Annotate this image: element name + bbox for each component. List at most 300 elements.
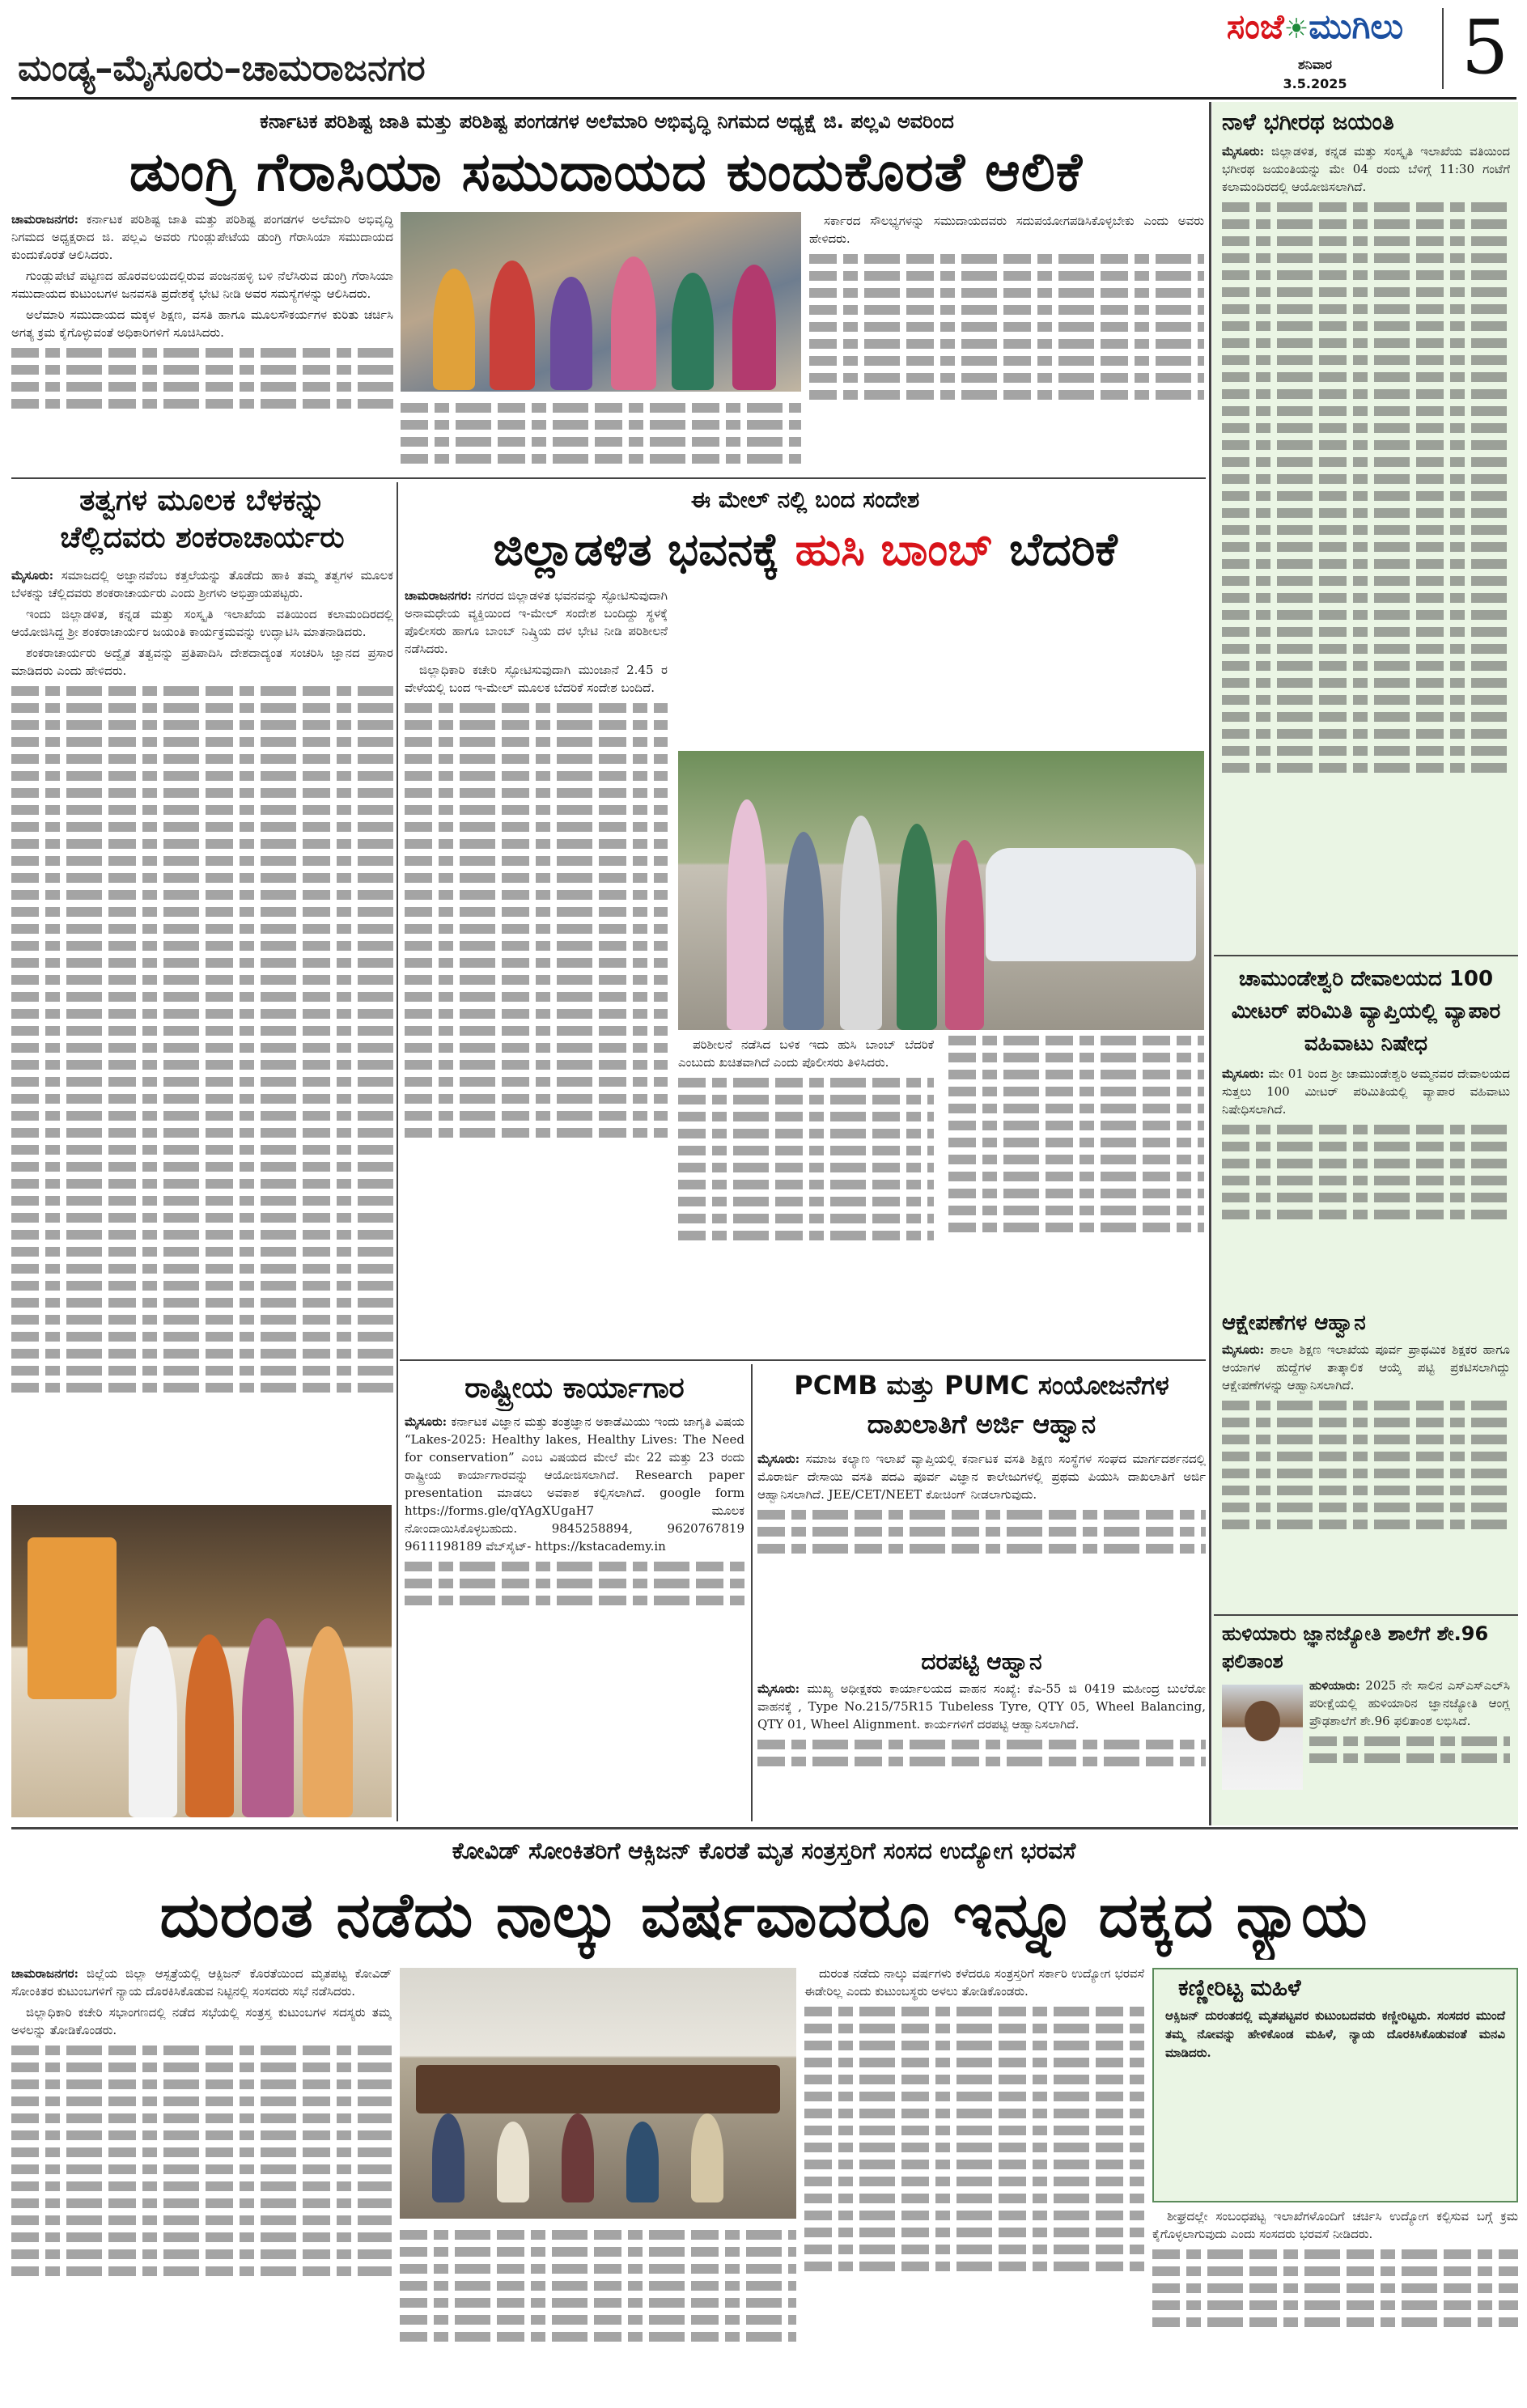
text-filler xyxy=(1222,1193,1510,1202)
story5-headline-line1: PCMB ಮತ್ತು PUMC ಸಂಯೋಜನೆಗಳ xyxy=(794,1370,1169,1401)
text-filler xyxy=(11,822,393,832)
story6-photo-caption-area xyxy=(400,2224,796,2402)
text-filler xyxy=(405,1043,668,1053)
text-filler xyxy=(1222,423,1510,433)
text-filler xyxy=(1222,236,1510,246)
text-filler xyxy=(1152,2300,1518,2310)
text-filler xyxy=(11,1179,393,1189)
story4-dateline: ಮೈಸೂರು: xyxy=(405,1414,447,1429)
text-filler xyxy=(1222,474,1510,484)
text-filler xyxy=(1222,593,1510,603)
text-filler xyxy=(804,2194,1144,2203)
story1-headline: ಡುಂಗ್ರಿ ಗೆರಾಸಿಯಾ ಸಮುದಾಯದ ಕುಂದುಕೊರತೆ ಆಲಿಕೆ xyxy=(129,141,1084,203)
story6-column3 xyxy=(804,1965,1144,2402)
text-filler xyxy=(400,2298,796,2308)
text-filler xyxy=(11,703,393,713)
text-filler xyxy=(400,2315,796,2325)
text-filler xyxy=(11,1162,393,1172)
text-filler xyxy=(1222,1159,1510,1168)
text-filler xyxy=(678,1180,934,1189)
text-filler xyxy=(405,992,668,1002)
text-filler xyxy=(1222,1142,1510,1151)
text-filler xyxy=(678,1112,934,1121)
text-filler xyxy=(401,437,801,447)
text-filler xyxy=(405,805,668,815)
sidebar-story2 xyxy=(1222,963,1510,1303)
text-filler xyxy=(11,686,393,696)
text-filler xyxy=(1309,1736,1510,1746)
issue-date: 3.5.2025 xyxy=(1283,76,1347,91)
text-filler xyxy=(757,1757,1206,1766)
text-filler xyxy=(1222,610,1510,620)
text-filler xyxy=(1222,219,1510,229)
text-filler xyxy=(405,907,668,917)
text-filler xyxy=(757,1740,1206,1749)
text-filler xyxy=(804,2007,1144,2016)
text-filler xyxy=(405,839,668,849)
text-filler xyxy=(405,924,668,934)
text-filler xyxy=(405,822,668,832)
sidebar-story1 xyxy=(1222,108,1510,950)
text-filler xyxy=(11,754,393,764)
story6-box-title: ಕಣ್ಣೀರಿಟ್ಟ ಮಹಿಳೆ xyxy=(1178,1974,1301,2001)
text-filler xyxy=(1222,576,1510,586)
text-filler xyxy=(405,1128,668,1138)
text-filler xyxy=(1222,542,1510,552)
text-filler xyxy=(11,1383,393,1393)
text-filler xyxy=(1222,1469,1510,1478)
text-filler xyxy=(405,1094,668,1104)
story3-headline xyxy=(405,518,1206,583)
section-title: ಮಂಡ್ಯ–ಮೈಸೂರು–ಚಾಮರಾಜನಗರ xyxy=(18,48,426,89)
brand-logo xyxy=(1198,6,1432,55)
text-filler xyxy=(405,1111,668,1121)
story3-photo xyxy=(678,751,1204,1030)
text-filler xyxy=(11,2232,392,2242)
text-filler xyxy=(11,1315,393,1325)
brand-part2: ಮುಗಿಲು xyxy=(1309,6,1404,46)
text-filler xyxy=(11,805,393,815)
text-filler xyxy=(757,1510,1206,1520)
text-filler xyxy=(1222,389,1510,399)
masthead-divider xyxy=(1442,8,1444,89)
story2-headline-line1: ತತ್ವಗಳ ಮೂಲಕ ಬೆಳಕನ್ನು xyxy=(79,484,325,517)
sidebar-story2-dateline: ಮೈಸೂರು: xyxy=(1222,1066,1265,1081)
text-filler xyxy=(1222,491,1510,501)
text-filler xyxy=(804,2160,1144,2169)
text-filler xyxy=(1222,1503,1510,1512)
text-filler xyxy=(11,924,393,934)
text-filler xyxy=(11,1298,393,1308)
story5-subhead: ದರಪಟ್ಟಿ ಆಹ್ವಾನ xyxy=(921,1648,1042,1675)
text-filler xyxy=(1222,457,1510,467)
text-filler xyxy=(11,2198,392,2208)
story6-paragraph3: ದುರಂತ ನಡೆದು ನಾಲ್ಕು ವರ್ಷಗಳು ಕಳೆದರೂ ಸಂತ್ರಸ್ತರಿಗೆ ಸರ್ಕಾರಿ ಉದ್ಯೋಗ ಭರವಸೆ ಈಡೇರಿಲ್ಲ ಎಂದು ಕುಟುಂಬಸ್ಥರು ಅಳಲು ತೋಡಿಕೊಂಡರು. xyxy=(804,1966,1144,1999)
sidebar-story3-text: ಶಾಲಾ ಶಿಕ್ಷಣ ಇಲಾಖೆಯ ಪೂರ್ವ ಪ್ರಾಥಮಿಕ ಶಿಕ್ಷಕರ ಹಾಗೂ ಆಯಾಗಳ ಹುದ್ದೆಗಳ ತಾತ್ಕಾಲಿಕ ಆಯ್ಕೆ ಪಟ್ಟಿ ಪ್ರಕಟಿಸಲಾಗಿದ್ದು ಆಕ್ಷೇಪಣೆಗಳನ್ನು ಆಹ್ವಾನಿಸಲಾಗಿದೆ. xyxy=(1222,1342,1510,1393)
text-filler xyxy=(11,1094,393,1104)
text-filler xyxy=(11,941,393,951)
text-filler xyxy=(804,2041,1144,2050)
text-filler xyxy=(1222,355,1510,365)
text-filler xyxy=(405,856,668,866)
text-filler xyxy=(11,1366,393,1376)
sidebar-story3-dateline: ಮೈಸೂರು: xyxy=(1222,1342,1265,1357)
text-filler xyxy=(678,1214,934,1223)
text-filler xyxy=(1222,1125,1510,1134)
text-filler xyxy=(948,1189,1204,1198)
text-filler xyxy=(405,1596,744,1605)
text-filler xyxy=(1222,372,1510,382)
text-filler xyxy=(1222,321,1510,331)
student-photo xyxy=(1222,1685,1303,1790)
text-filler xyxy=(11,2164,392,2174)
story6-paragraph1: ಜಿಲ್ಲೆಯ ಜಿಲ್ಲಾ ಆಸ್ಪತ್ರೆಯಲ್ಲಿ ಆಕ್ಸಿಜನ್ ಕೊರತೆಯಿಂದ ಮೃತಪಟ್ಟ ಕೋವಿಡ್ ಸೋಂಕಿತರ ಕುಟುಂಬಗಳಿಗೆ ನ್ಯಾಯ ದೊರಕಿಸಿಕೊಡುವ ನಿಟ್ಟಿನಲ್ಲಿ ಸಂಸದರು ಸಭೆ ನಡೆಸಿದರು. xyxy=(11,1966,392,1999)
story3-paragraph1: ನಗರದ ಜಿಲ್ಲಾಡಳಿತ ಭವನವನ್ನು ಸ್ಫೋಟಿಸುವುದಾಗಿ ಅನಾಮಧೇಯ ವ್ಯಕ್ತಿಯಿಂದ ಇ-ಮೇಲ್ ಸಂದೇಶ ಬಂದಿದ್ದು ಸ್ಥಳಕ್ಕೆ ಪೊಲೀಸರು ಹಾಗೂ ಬಾಂಬ್ ನಿಷ್ಕ್ರಿಯ ದಳ ಭೇಟಿ ನೀಡಿ ಪರಿಶೀಲನೆ ನಡೆಸಿದರು. xyxy=(405,588,668,656)
sidebar-story4 xyxy=(1222,1620,1510,1822)
story4-headline: ರಾಷ್ಟ್ರೀಯ ಕಾರ್ಯಾಗಾರ xyxy=(464,1371,685,1405)
brand-part1: ಸಂಜೆ xyxy=(1226,6,1284,46)
story4-divider xyxy=(751,1364,753,1821)
text-filler xyxy=(1222,695,1510,705)
text-filler xyxy=(678,1231,934,1240)
text-filler xyxy=(1222,1435,1510,1444)
text-filler xyxy=(1222,525,1510,535)
sidebar-story4-body xyxy=(1309,1677,1510,1822)
text-filler xyxy=(1222,746,1510,756)
text-filler xyxy=(809,271,1204,281)
text-filler xyxy=(804,2075,1144,2084)
text-filler xyxy=(1222,202,1510,212)
page-number: 5 xyxy=(1461,4,1509,91)
text-filler xyxy=(11,2096,392,2106)
text-filler xyxy=(1222,1210,1510,1219)
text-filler xyxy=(804,2262,1144,2271)
text-filler xyxy=(1222,559,1510,569)
story5-dateline: ಮೈಸೂರು: xyxy=(757,1452,800,1466)
text-filler xyxy=(11,2181,392,2191)
text-filler xyxy=(1222,508,1510,518)
text-filler xyxy=(948,1121,1204,1130)
story1-paragraph4: ಸರ್ಕಾರದ ಸೌಲಭ್ಯಗಳನ್ನು ಸಮುದಾಯದವರು ಸದುಪಯೋಗಪಡಿಸಿಕೊಳ್ಳಬೇಕು ಎಂದು ಅವರು ಹೇಳಿದರು. xyxy=(809,214,1204,246)
text-filler xyxy=(405,720,668,730)
sidebar-rule1 xyxy=(1214,955,1518,956)
text-filler xyxy=(804,2228,1144,2237)
text-filler xyxy=(11,1128,393,1138)
text-filler xyxy=(1152,2249,1518,2259)
sidebar-story1-dateline: ಮೈಸೂರು: xyxy=(1222,144,1265,159)
text-filler xyxy=(405,890,668,900)
story5-body xyxy=(757,1450,1206,1644)
text-filler xyxy=(11,2249,392,2259)
text-filler xyxy=(948,1087,1204,1096)
story2-dateline: ಮೈಸೂರು: xyxy=(11,568,54,583)
story3-paragraph3: ಪರಿಶೀಲನೆ ನಡೆಸಿದ ಬಳಿಕ ಇದು ಹುಸಿ ಬಾಂಬ್ ಬೆದರಿಕೆ ಎಂಬುದು ಖಚಿತವಾಗಿದೆ ಎಂದು ಪೊಲೀಸರು ತಿಳಿಸಿದರು. xyxy=(678,1037,934,1070)
text-filler xyxy=(11,399,393,409)
story3-paragraph2: ಜಿಲ್ಲಾಧಿಕಾರಿ ಕಚೇರಿ ಸ್ಫೋಟಿಸುವುದಾಗಿ ಮುಂಜಾನೆ 2.45 ರ ವೇಳೆಯಲ್ಲಿ ಬಂದ ಇ-ಮೇಲ್ ಮೂಲಕ ಬೆದರಿಕೆ ಸಂದೇಶ ಬಂದಿದೆ. xyxy=(405,663,668,695)
sidebar-story4-text: 2025 ನೇ ಸಾಲಿನ ಎಸ್ಎಸ್ಎಲ್‌ಸಿ ಪರೀಕ್ಷೆಯಲ್ಲಿ ಹುಳಿಯಾರಿನ ಜ್ಞಾನಜ್ಯೋತಿ ಆಂಗ್ಲ ಪ್ರೌಢಶಾಲೆಗೆ ಶೇ.96 ಫಲಿತಾಂಶ ಲಭಿಸಿದೆ. xyxy=(1309,1678,1510,1728)
text-filler xyxy=(678,1197,934,1206)
text-filler xyxy=(1222,440,1510,450)
story6-kicker: ಕೋವಿಡ್ ಸೋಂಕಿತರಿಗೆ ಆಕ್ಸಿಜನ್ ಕೊರತೆ ಮೃತ ಸಂತ್ರಸ್ತರಿಗೆ ಸಂಸದ ಉದ್ಯೋಗ ಭರವಸೆ xyxy=(452,1838,1076,1864)
text-filler xyxy=(11,992,393,1002)
text-filler xyxy=(678,1129,934,1138)
text-filler xyxy=(405,771,668,781)
story4-body xyxy=(405,1413,744,1821)
text-filler xyxy=(804,2143,1144,2152)
text-filler xyxy=(757,1544,1206,1554)
text-filler xyxy=(1222,287,1510,297)
text-filler xyxy=(1222,253,1510,263)
text-filler xyxy=(678,1146,934,1155)
text-filler xyxy=(405,873,668,883)
text-filler xyxy=(1222,627,1510,637)
story5-sub-dateline: ಮೈಸೂರು: xyxy=(757,1681,800,1696)
story6-paragraph2: ಜಿಲ್ಲಾಧಿಕಾರಿ ಕಚೇರಿ ಸಭಾಂಗಣದಲ್ಲಿ ನಡೆದ ಸಭೆಯಲ್ಲಿ ಸಂತ್ರಸ್ತ ಕುಟುಂಬಗಳ ಸದಸ್ಯರು ತಮ್ಮ ಅಳಲನ್ನು ತೋಡಿಕೊಂಡರು. xyxy=(11,2005,392,2037)
text-filler xyxy=(11,890,393,900)
text-filler xyxy=(948,1206,1204,1215)
story3-bottom-rule xyxy=(400,1359,1206,1361)
text-filler xyxy=(809,305,1204,315)
text-filler xyxy=(11,1111,393,1121)
text-filler xyxy=(405,754,668,764)
text-filler xyxy=(1222,1452,1510,1461)
sidebar-story3-title: ಆಕ್ಷೇಪಣೆಗಳ ಆಹ್ವಾನ xyxy=(1222,1311,1366,1335)
text-filler xyxy=(11,2266,392,2276)
text-filler xyxy=(11,2046,392,2055)
story6-headline: ದುರಂತ ನಡೆದು ನಾಲ್ಕು ವರ್ಷವಾದರೂ ಇನ್ನೂ ದಕ್ಕದ ನ್ಯಾಯ xyxy=(159,1879,1368,1951)
text-filler xyxy=(11,856,393,866)
text-filler xyxy=(400,2281,796,2291)
story1-bottom-rule xyxy=(11,477,1206,479)
sidebar-story3 xyxy=(1222,1311,1510,1643)
text-filler xyxy=(11,788,393,798)
text-filler xyxy=(405,958,668,968)
masthead-rule xyxy=(11,97,1516,100)
story1-paragraph1: ಕರ್ನಾಟಕ ಪರಿಶಿಷ್ಟ ಜಾತಿ ಮತ್ತು ಪರಿಶಿಷ್ಟ ಪಂಗಡಗಳ ಅಲೆಮಾರಿ ಅಭಿವೃದ್ಧಿ ನಿಗಮದ ಅಧ್ಯಕ್ಷರಾದ ಜಿ. ಪಲ್ಲವಿ ಅವರು ಗುಂಡ್ಲುಪೇಟೆಯ ಡುಂಗ್ರಿ ಗೆರಾಸಿಯಾ ಸಮುದಾಯದ ಕುಂದುಕೊರತೆ ಆಲಿಸಿದರು. xyxy=(11,212,393,262)
text-filler xyxy=(948,1223,1204,1232)
text-filler xyxy=(678,1078,934,1087)
text-filler xyxy=(1152,2283,1518,2293)
text-filler xyxy=(11,907,393,917)
sidebar-story2-text: ಮೇ 01 ರಿಂದ ಶ್ರೀ ಚಾಮುಂಡೇಶ್ವರಿ ಅಮ್ಮನವರ ದೇವಾಲಯದ ಸುತ್ತಲು 100 ಮೀಟರ್ ಪರಿಮಿತಿಯಲ್ಲಿ ವ್ಯಾಪಾರ ವಹಿವಾಟು ನಿಷೇಧಿಸಲಾಗಿದೆ. xyxy=(1222,1066,1510,1117)
text-filler xyxy=(1309,1753,1510,1763)
story3-headline-part3: ಬೆದರಿಕೆ xyxy=(1009,524,1118,576)
story3-headline-part1: ಜಿಲ್ಲಾಡಳಿತ ಭವನಕ್ಕೆ xyxy=(493,524,780,576)
text-filler xyxy=(809,254,1204,264)
palm-icon: ☀ xyxy=(1283,13,1309,45)
story6-column1 xyxy=(11,1965,392,2402)
story2-headline-line2: ಚೆಲ್ಲಿದವರು ಶಂಕರಾಚಾರ್ಯರು xyxy=(60,521,345,554)
text-filler xyxy=(11,1145,393,1155)
text-filler xyxy=(11,1077,393,1087)
story3-column1 xyxy=(405,587,668,1371)
story4-text: ಕರ್ನಾಟಕ ವಿಜ್ಞಾನ ಮತ್ತು ತಂತ್ರಜ್ಞಾನ ಅಕಾಡೆಮಿಯು ಇಂದು ಜಾಗೃತಿ ವಿಷಯ “Lakes-2025: Healthy lakes, Healthy Lives: The Need for conservation” ಎಂಬ ವಿಷಯದ ಮೇಲೆ ಮೇ 22 ಮತ್ತು 23 ರಂದು ರಾಷ್ಟ್ರೀಯ ಕಾರ್ಯಾಗಾರವನ್ನು ಆಯೋಜಿಸಲಾಗಿದೆ. Research paper presentation ಮಾಡಲು ಅವಕಾಶ ಕಲ್ಪಿಸಲಾಗಿದೆ. google form https://forms.gle/qYAgXUgaH7 ಮೂಲಕ ನೋಂದಾಯಿಸಿಕೊಳ್ಳಬಹುದು. 9845258894, 9620767819 9611198189 ವೆಬ್‌ಸೈಟ್- https://kstacademy.in xyxy=(405,1414,744,1554)
story3-headline-part2: ಹುಸಿ ಬಾಂಬ್ xyxy=(795,524,994,576)
text-filler xyxy=(1222,406,1510,416)
text-filler xyxy=(804,2058,1144,2067)
text-filler xyxy=(400,2247,796,2257)
story6-box-text: ಆಕ್ಸಿಜನ್ ದುರಂತದಲ್ಲಿ ಮೃತಪಟ್ಟವರ ಕುಟುಂಬದವರು ಕಣ್ಣೀರಿಟ್ಟರು. ಸಂಸದರ ಮುಂದೆ ತಮ್ಮ ನೋವನ್ನು ಹೇಳಿಕೊಂಡ ಮಹಿಳೆ, ನ್ಯಾಯ ದೊರಕಿಸಿಕೊಡುವಂತೆ ಮನವಿ ಮಾಡಿದರು. xyxy=(1165,2008,1505,2060)
text-filler xyxy=(11,1009,393,1019)
text-filler xyxy=(757,1527,1206,1537)
sidebar-story1-title: ನಾಳೆ ಭಗೀರಥ ಜಯಂತಿ xyxy=(1222,108,1394,135)
story2-photo xyxy=(11,1505,392,1817)
story5-subbody xyxy=(757,1680,1206,1821)
story3-column2 xyxy=(678,587,921,748)
text-filler xyxy=(804,2024,1144,2033)
story1-photo xyxy=(401,212,801,392)
text-filler xyxy=(809,373,1204,383)
sidebar-divider xyxy=(1209,102,1211,1825)
story1-paragraph2: ಗುಂಡ್ಲುಪೇಟೆ ಪಟ್ಟಣದ ಹೊರವಲಯದಲ್ಲಿರುವ ಪಂಜನಹಳ್ಳಿ ಬಳಿ ನೆಲೆಸಿರುವ ಡುಂಗ್ರಿ ಗೆರಾಸಿಯಾ ಸಮುದಾಯದ ಕುಟುಂಬಗಳ ಜನವಸತಿ ಪ್ರದೇಶಕ್ಕೆ ಭೇಟಿ ನೀಡಿ ಅವರ ಸಮಸ್ಯೆಗಳನ್ನು ಆಲಿಸಿದರು. xyxy=(11,269,393,301)
text-filler xyxy=(1222,1401,1510,1410)
text-filler xyxy=(1152,2317,1518,2327)
story1-column2 xyxy=(401,396,801,473)
text-filler xyxy=(1222,644,1510,654)
text-filler xyxy=(11,958,393,968)
story5-headline xyxy=(757,1366,1206,1447)
text-filler xyxy=(1222,729,1510,739)
sidebar-story2-title: ಚಾಮುಂಡೇಶ್ವರಿ ದೇವಾಲಯದ 100 ಮೀಟರ್ ಪರಿಮಿತಿ ವ್ಯಾಪ್ತಿಯಲ್ಲಿ ವ್ಯಾಪಾರ ವಹಿವಾಟು ನಿಷೇಧ xyxy=(1231,967,1501,1056)
text-filler xyxy=(405,1009,668,1019)
text-filler xyxy=(11,1230,393,1240)
text-filler xyxy=(11,1026,393,1036)
text-filler xyxy=(11,1332,393,1342)
text-filler xyxy=(804,2092,1144,2101)
text-filler xyxy=(401,454,801,464)
sidebar-story1-text: ಜಿಲ್ಲಾಡಳಿತ, ಕನ್ನಡ ಮತ್ತು ಸಂಸ್ಕೃತಿ ಇಲಾಖೆಯ ವತಿಯಿಂದ ಭಗೀರಥ ಜಯಂತಿಯನ್ನು ಮೇ 04 ರಂದು ಬೆಳಿಗ್ಗೆ 11:30 ಗಂಟೆಗೆ ಕಲಾಮಂದಿರದಲ್ಲಿ ಆಯೋಜಿಸಲಾಗಿದೆ. xyxy=(1222,144,1510,194)
text-filler xyxy=(948,1104,1204,1113)
text-filler xyxy=(1222,1176,1510,1185)
text-filler xyxy=(11,2130,392,2140)
text-filler xyxy=(11,1060,393,1070)
text-filler xyxy=(405,1060,668,1070)
text-filler xyxy=(11,1213,393,1223)
story2-body xyxy=(11,566,393,1501)
story1-paragraph3: ಅಲೆಮಾರಿ ಸಮುದಾಯದ ಮಕ್ಕಳ ಶಿಕ್ಷಣ, ವಸತಿ ಹಾಗೂ ಮೂಲಸೌಕರ್ಯಗಳ ಕುರಿತು ಚರ್ಚಿಸಿ ಅಗತ್ಯ ಕ್ರಮ ಕೈಗೊಳ್ಳುವಂತೆ ಅಧಿಕಾರಿಗಳಿಗೆ ಸೂಚಿಸಿದರು. xyxy=(11,307,393,340)
text-filler xyxy=(11,2113,392,2123)
text-filler xyxy=(405,788,668,798)
text-filler xyxy=(405,1026,668,1036)
story1-column1 xyxy=(11,210,393,473)
text-filler xyxy=(11,2147,392,2157)
text-filler xyxy=(1222,763,1510,773)
text-filler xyxy=(11,1247,393,1257)
story6-paragraph4: ಶೀಘ್ರದಲ್ಲೇ ಸಂಬಂಧಪಟ್ಟ ಇಲಾಖೆಗಳೊಂದಿಗೆ ಚರ್ಚಿಸಿ ಉದ್ಯೋಗ ಕಲ್ಪಿಸುವ ಬಗ್ಗೆ ಕ್ರಮ ಕೈಗೊಳ್ಳಲಾಗುವುದು ಎಂದು ಸಂಸದರು ಭರವಸೆ ನೀಡಿದರು. xyxy=(1152,2209,1518,2241)
text-filler xyxy=(804,2109,1144,2118)
text-filler xyxy=(11,348,393,358)
text-filler xyxy=(11,2062,392,2072)
story3-dateline: ಚಾಮರಾಜನಗರ: xyxy=(405,588,473,603)
story1-column3 xyxy=(809,212,1204,473)
story5-sub-text: ಮುಖ್ಯ ಅಧೀಕ್ಷಕರು ಕಾರ್ಯಾಲಯದ ವಾಹನ ಸಂಖ್ಯೆ: ಕೆಎ-55 ಜಿ 0419 ಮಹೀಂದ್ರ ಬುಲೆರೋ ವಾಹನಕ್ಕೆ , Type No.215/75R15 Tubeless Tyre, QTY 05, Wheel Balancing, QTY 01, Wheel Alignment. ಕಾರ್ಯಗಳಿಗೆ ದರಪಟ್ಟಿ ಆಹ್ವಾನಿಸಲಾಗಿದೆ. xyxy=(757,1681,1206,1732)
text-filler xyxy=(405,1562,744,1571)
text-filler xyxy=(11,1043,393,1053)
text-filler xyxy=(405,1077,668,1087)
story6-photo xyxy=(400,1968,796,2219)
story6-column4 xyxy=(1152,2207,1518,2402)
text-filler xyxy=(405,941,668,951)
story5-text: ಸಮಾಜ ಕಲ್ಯಾಣ ಇಲಾಖೆ ವ್ಯಾಪ್ತಿಯಲ್ಲಿ ಕರ್ನಾಟಕ ವಸತಿ ಶಿಕ್ಷಣ ಸಂಸ್ಥೆಗಳ ಸಂಘದ ಮಾರ್ಗದರ್ಶನದಲ್ಲಿ ಮೊರಾರ್ಜಿ ದೇಸಾಯಿ ವಸತಿ ಪದವಿ ಪೂರ್ವ ವಿಜ್ಞಾನ ಕಾಲೇಜುಗಳಲ್ಲಿ ಪ್ರಥಮ ಪಿಯುಸಿ ದಾಖಲಾತಿಗೆ ಅರ್ಜಿ ಆಹ್ವಾನಿಸಲಾಗಿದೆ. JEE/CET/NEET ಕೋಚಿಂಗ್ ನೀಡಲಾಗುವುದು. xyxy=(757,1452,1206,1502)
text-filler xyxy=(405,1579,744,1588)
text-filler xyxy=(809,339,1204,349)
text-filler xyxy=(948,1138,1204,1147)
story1-kicker: ಕರ್ನಾಟಕ ಪರಿಶಿಷ್ಟ ಜಾತಿ ಮತ್ತು ಪರಿಶಿಷ್ಟ ಪಂಗಡಗಳ ಅಲೆಮಾರಿ ಅಭಿವೃದ್ಧಿ ನಿಗಮದ ಅಧ್ಯಕ್ಷೆ ಜಿ. ಪಲ್ಲವಿ ಅವರಿಂದ xyxy=(260,110,954,133)
text-filler xyxy=(11,382,393,392)
story3-column3 xyxy=(678,1036,1204,1371)
text-filler xyxy=(1222,338,1510,348)
issue-day: ಶನಿವಾರ xyxy=(1297,57,1333,72)
text-filler xyxy=(11,839,393,849)
text-filler xyxy=(400,2332,796,2342)
text-filler xyxy=(400,2230,796,2240)
text-filler xyxy=(804,2177,1144,2186)
text-filler xyxy=(948,1070,1204,1079)
text-filler xyxy=(405,703,668,713)
text-filler xyxy=(11,737,393,747)
text-filler xyxy=(948,1036,1204,1045)
story3-kicker: ಈ ಮೇಲ್ ನಲ್ಲಿ ಬಂದ ಸಂದೇಶ xyxy=(690,486,920,513)
text-filler xyxy=(809,322,1204,332)
text-filler xyxy=(11,771,393,781)
text-filler xyxy=(804,2245,1144,2254)
story5-headline-line2: ದಾಖಲಾತಿಗೆ ಅರ್ಜಿ ಆಹ್ವಾನ xyxy=(867,1409,1096,1439)
sidebar-story4-title: ಹುಳಿಯಾರು ಜ್ಞಾನಜ್ಯೋತಿ ಶಾಲೆಗೆ ಶೇ.96 ಫಲಿತಾಂಶ xyxy=(1222,1622,1489,1672)
story6-highlight-box xyxy=(1152,1968,1518,2202)
text-filler xyxy=(948,1155,1204,1164)
text-filler xyxy=(11,873,393,883)
story6-dateline: ಚಾಮರಾಜನಗರ: xyxy=(11,1966,79,1981)
story2-headline xyxy=(11,482,393,560)
text-filler xyxy=(804,2211,1144,2220)
text-filler xyxy=(948,1053,1204,1062)
text-filler xyxy=(11,1349,393,1359)
text-filler xyxy=(809,288,1204,298)
text-filler xyxy=(1152,2266,1518,2276)
text-filler xyxy=(11,720,393,730)
lower-section-rule xyxy=(11,1827,1518,1829)
text-filler xyxy=(1222,270,1510,280)
text-filler xyxy=(401,420,801,430)
text-filler xyxy=(11,1196,393,1206)
text-filler xyxy=(11,1264,393,1274)
story2-paragraph3: ಶಂಕರಾಚಾರ್ಯರು ಅದ್ವೈತ ತತ್ವವನ್ನು ಪ್ರತಿಪಾದಿಸಿ ದೇಶದಾದ್ಯಂತ ಸಂಚರಿಸಿ ಜ್ಞಾನದ ಪ್ರಸಾರ ಮಾಡಿದರು ಎಂದು ಹೇಳಿದರು. xyxy=(11,646,393,678)
column-divider xyxy=(397,482,398,1821)
text-filler xyxy=(1222,1418,1510,1427)
text-filler xyxy=(11,365,393,375)
section-banner xyxy=(11,40,982,97)
text-filler xyxy=(11,2079,392,2089)
text-filler xyxy=(804,2126,1144,2135)
text-filler xyxy=(11,2215,392,2225)
text-filler xyxy=(1222,712,1510,722)
text-filler xyxy=(809,390,1204,400)
text-filler xyxy=(678,1095,934,1104)
story1-dateline: ಚಾಮರಾಜನಗರ: xyxy=(11,212,79,227)
text-filler xyxy=(400,2264,796,2274)
text-filler xyxy=(1222,1486,1510,1495)
text-filler xyxy=(948,1172,1204,1181)
text-filler xyxy=(1222,1520,1510,1529)
text-filler xyxy=(678,1163,934,1172)
story2-paragraph2: ಇಂದು ಜಿಲ್ಲಾಡಳಿತ, ಕನ್ನಡ ಮತ್ತು ಸಂಸ್ಕೃತಿ ಇಲಾಖೆಯ ವತಿಯಿಂದ ಕಲಾಮಂದಿರದಲ್ಲಿ ಆಯೋಜಿಸಿದ್ದ ಶ್ರೀ ಶಂಕರಾಚಾರ್ಯರ ಜಯಂತಿ ಕಾರ್ಯಕ್ರಮವನ್ನು ಉದ್ಘಾಟಿಸಿ ಮಾತನಾಡಿದರು. xyxy=(11,607,393,639)
sidebar-rule2 xyxy=(1214,1614,1518,1616)
text-filler xyxy=(405,975,668,985)
story2-paragraph1: ಸಮಾಜದಲ್ಲಿ ಅಜ್ಞಾನವೆಂಬ ಕತ್ತಲೆಯನ್ನು ತೊಡೆದು ಹಾಕಿ ತಮ್ಮ ತತ್ವಗಳ ಮೂಲಕ ಬೆಳಕನ್ನು ಚೆಲ್ಲಿದವರು ಶಂಕರಾಚಾರ್ಯರು ಎಂದು ಶ್ರೀಗಳು ಅಭಿಪ್ರಾಯಪಟ್ಟರು. xyxy=(11,568,393,600)
text-filler xyxy=(1222,304,1510,314)
text-filler xyxy=(809,356,1204,366)
text-filler xyxy=(11,1281,393,1291)
